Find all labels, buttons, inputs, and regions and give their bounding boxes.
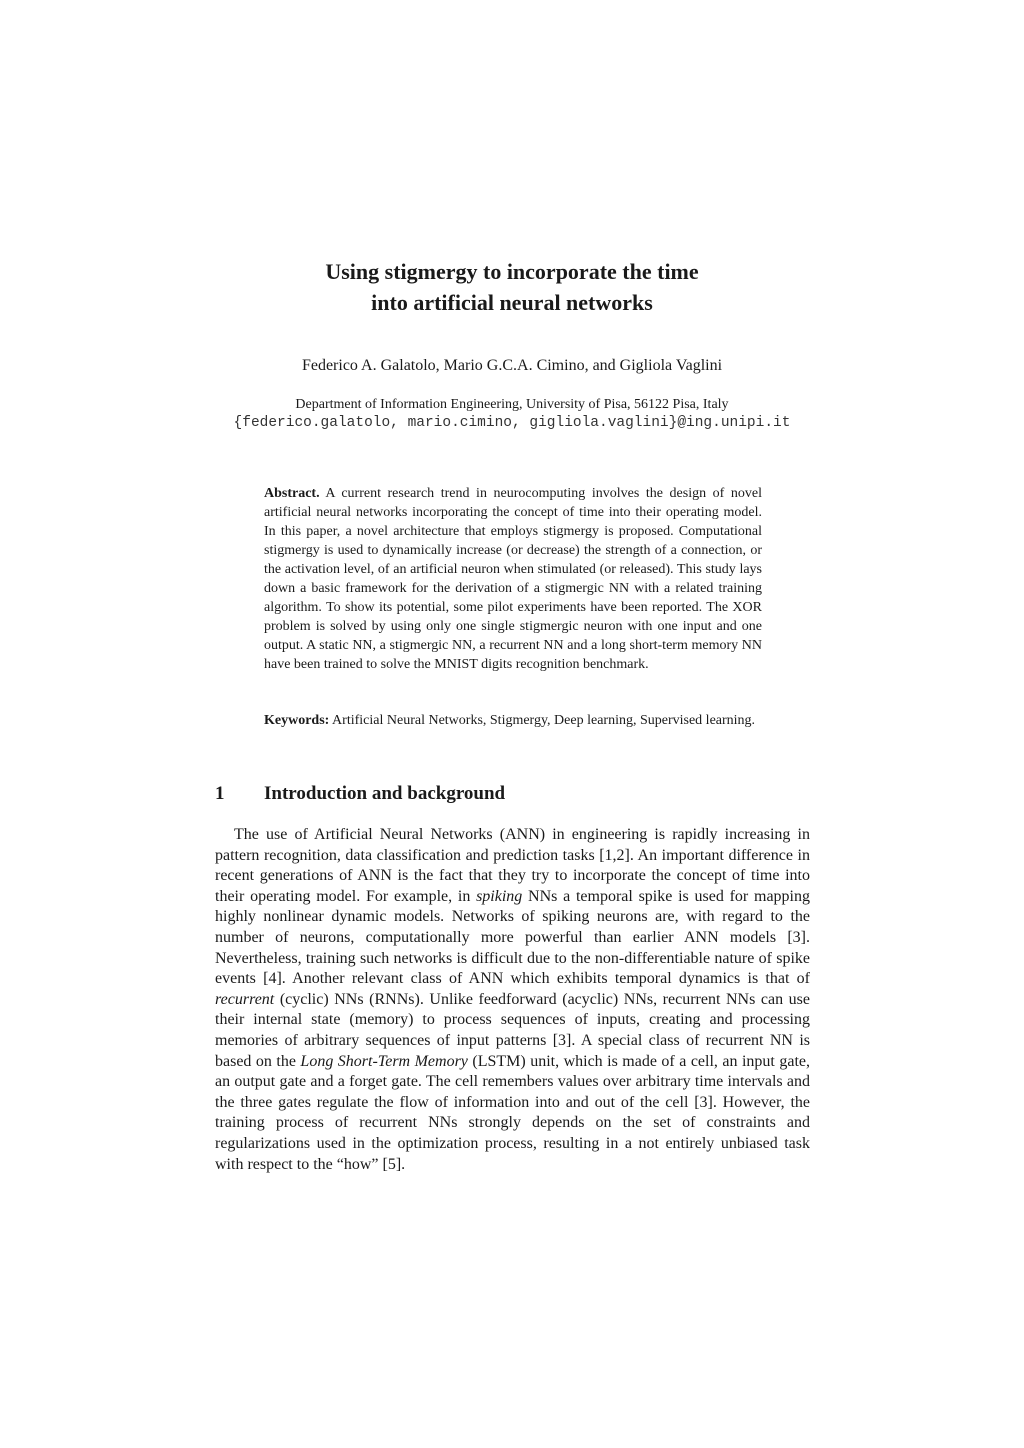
authors: Federico A. Galatolo, Mario G.C.A. Cimino, and Gigliola Vaglini (301, 357, 723, 374)
keywords-label: Keywords: (264, 713, 330, 728)
abstract-text: A current research trend in neurocomputing involves the design of novel artificial neural networks incorporating the concept of time into their operating model. In this paper, a novel architecture that employs stigmergy is proposed. Computational stigmergy is used to dynamically increase (or decrease) the strength of a connection, or the activation level, of an artificial neuron when stimulated (or released). This study lays down a basic framework for the derivation of a stigmergic NN with a related training algorithm. To show its potential, some pilot experiments have been reported. The XOR problem is solved by using only one single stigmergic neuron with one input and one output. A static NN, a stigmergic NN, a recurrent NN and a long short-term memory NN have been trained to solve the MNIST digits recognition benchmark. (264, 486, 762, 672)
section-title: Introduction and background (264, 783, 506, 804)
abstract-label: Abstract. (264, 486, 320, 501)
paper-title (0, 256, 1024, 318)
title-line-1: Using stigmergy to incorporate the time (325, 259, 699, 284)
paragraph-part: NNs a temporal spike is used for mapping highly nonlinear dynamic models. Networks of spiking neurons are, with regard to the number of neurons, computationally more powerful than earlier ANN models [3]. Nevertheless, training such networks is difficult due to the non-differentiable nature of spike events [4]. Another relevant class of ANN which exhibits temporal dynamics is that of (215, 887, 810, 988)
paragraph-part: (LSTM) unit, which is made of a cell, an input gate, an output gate and a forget gate. The cell remembers values over arbitrary time intervals and the three gates regulate the flow of information into and out of the cell [3]. However, the training process of recurrent NNs strongly depends on the set of constraints and regularizations used in the optimization process, resulting in a not entirely unbiased task with respect to the “how” [5]. (215, 1052, 810, 1173)
section-heading (215, 782, 815, 806)
title-line-2: into artificial neural networks (371, 290, 653, 315)
paragraph-italic-lstm: Long Short-Term Memory (300, 1052, 468, 1070)
keywords (264, 711, 762, 730)
paragraph-part: The use of Artificial Neural Networks (ANN) in engineering is rapidly increasing in pattern recognition, data classification and prediction tasks [1,2]. An important difference in recent generations of ANN is the fact that they try to incorporate the concept of time into their operating model. For example, in (215, 826, 810, 905)
paragraph-italic-recurrent: recurrent (215, 990, 275, 1008)
paragraph-italic-spiking: spiking (476, 887, 523, 905)
section-number: 1 (215, 783, 225, 804)
keywords-text: Artificial Neural Networks, Stigmergy, Deep learning, Supervised learning. (329, 713, 756, 728)
abstract (264, 484, 762, 674)
author-emails: {federico.galatolo, mario.cimino, gigliola.vaglini}@ing.unipi.it (233, 415, 791, 431)
affiliation: Department of Information Engineering, University of Pisa, 56122 Pisa, Italy (295, 397, 729, 412)
section-paragraph (215, 825, 810, 1175)
paragraph-part: (cyclic) NNs (RNNs). Unlike feedforward (acyclic) NNs, recurrent NNs can use their internal state (memory) to process sequences of inputs, creating and processing memories of arbitrary sequences of input patterns [3]. A special class of recurrent NN is based on the (215, 990, 810, 1070)
